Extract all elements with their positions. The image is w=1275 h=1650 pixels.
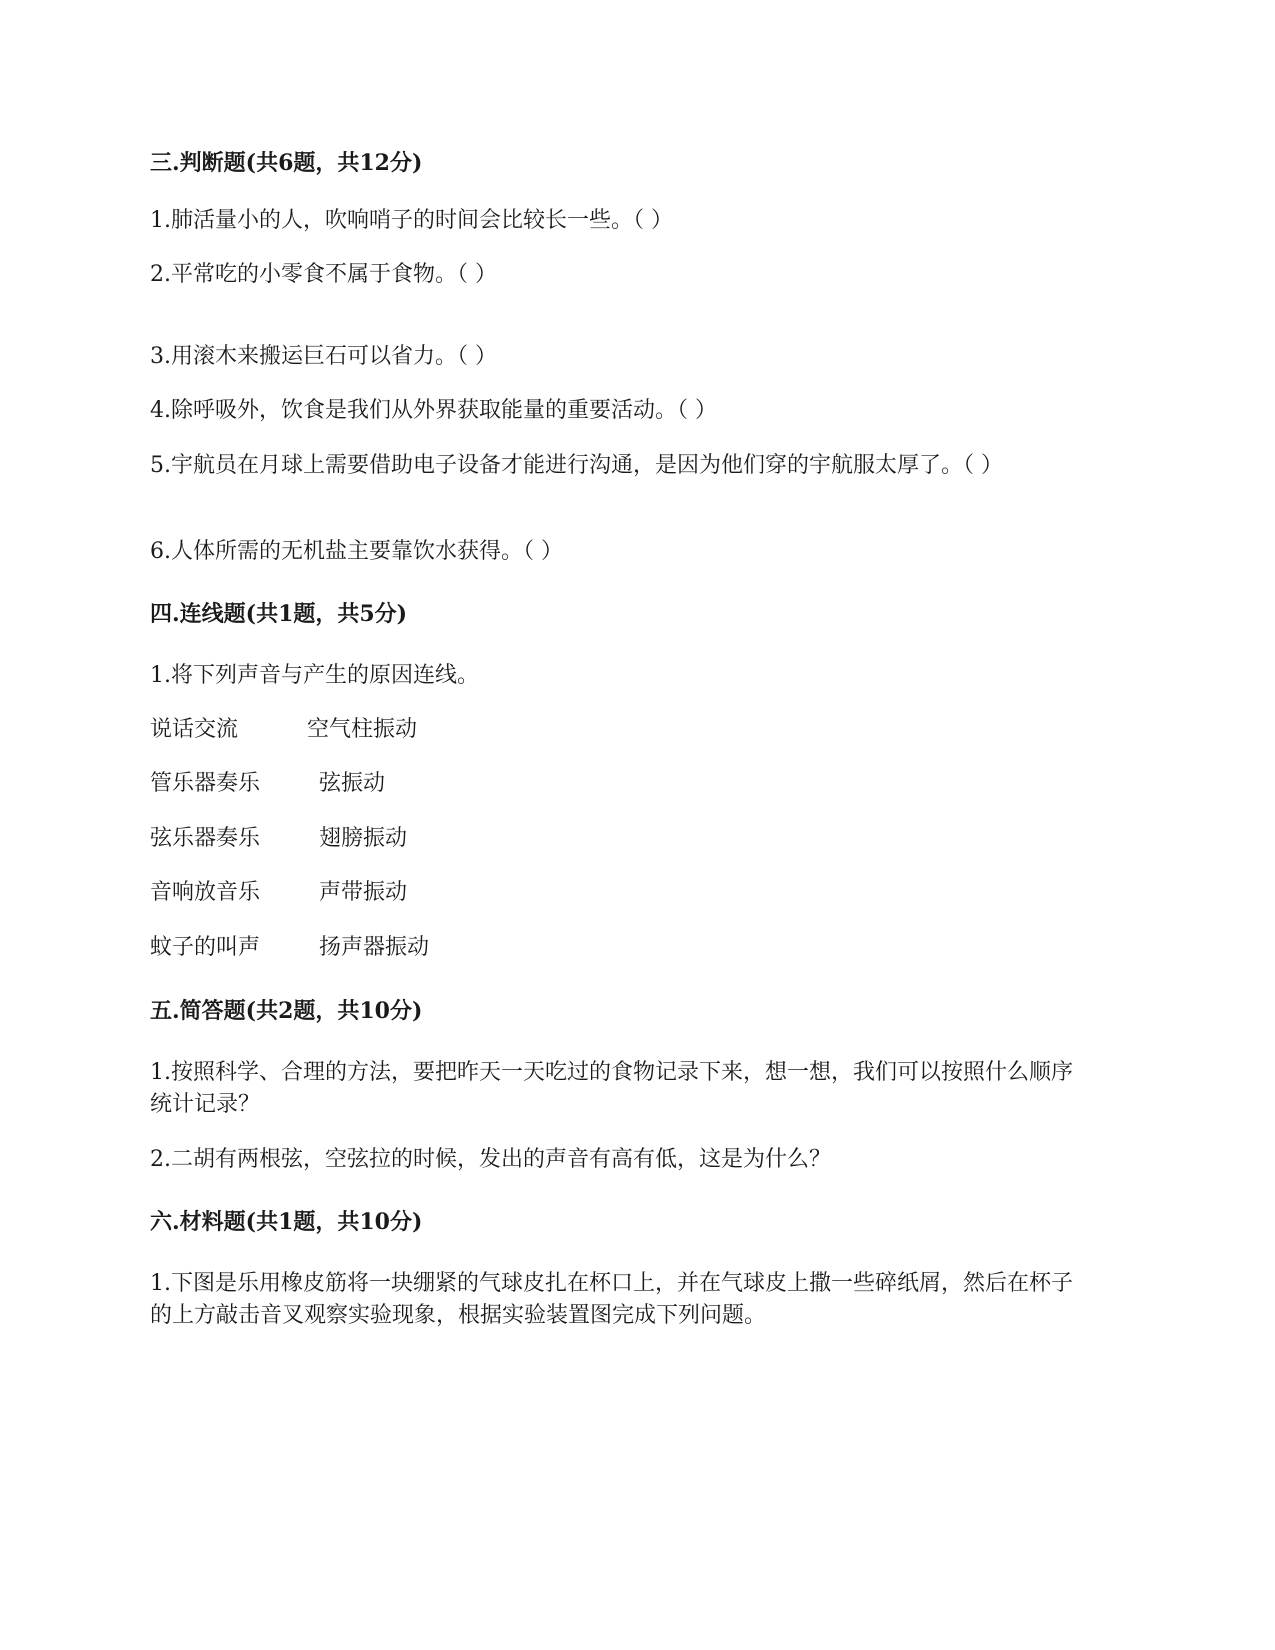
matching-question: 1.将下列声音与产生的原因连线。 <box>150 663 479 688</box>
matching-pair-2 <box>150 768 1125 800</box>
judgment-item-5: 5.宇航员在月球上需要借助电子设备才能进行沟通，是因为他们穿的宇航服太厚了。（ ） <box>150 453 1003 478</box>
matching-left-4: 音响放音乐 <box>150 880 261 905</box>
matching-right-4: 声带振动 <box>319 880 408 905</box>
section-heading-short-answer: 五.简答题(共2题，共10分) <box>150 998 423 1024</box>
matching-left-1: 说话交流 <box>150 717 239 742</box>
matching-pair-1 <box>150 714 1125 746</box>
matching-left-2: 管乐器奏乐 <box>150 771 261 796</box>
matching-pair-5 <box>150 932 1125 964</box>
matching-left-3: 弦乐器奏乐 <box>150 826 261 851</box>
matching-right-2: 弦振动 <box>319 771 386 796</box>
matching-left-5: 蚊子的叫声 <box>150 935 261 960</box>
judgment-item-6: 6.人体所需的无机盐主要靠饮水获得。（ ） <box>150 539 563 564</box>
matching-right-3: 翅膀振动 <box>319 826 408 851</box>
matching-pair-4 <box>150 877 1125 909</box>
matching-right-1: 空气柱振动 <box>307 717 418 742</box>
judgment-item-4: 4.除呼吸外，饮食是我们从外界获取能量的重要活动。（ ） <box>150 398 717 423</box>
judgment-item-2: 2.平常吃的小零食不属于食物。（ ） <box>150 262 497 287</box>
short-answer-item-2: 2.二胡有两根弦，空弦拉的时候，发出的声音有高有低，这是为什么？ <box>150 1147 831 1172</box>
short-answer-item-1: 1.按照科学、合理的方法，要把昨天一天吃过的食物记录下来，想一想，我们可以按照什么顺序统计记录？ <box>150 1060 1073 1117</box>
section-heading-judgment: 三.判断题(共6题，共12分) <box>150 150 423 176</box>
section-heading-material: 六.材料题(共1题，共10分) <box>150 1209 423 1235</box>
material-item-1: 1.下图是乐用橡皮筋将一块绷紧的气球皮扎在杯口上，并在气球皮上撒一些碎纸屑，然后在杯子的上方敲击音叉观察实验现象，根据实验装置图完成下列问题。 <box>150 1271 1073 1328</box>
section-heading-matching: 四.连线题(共1题，共5分) <box>150 601 408 627</box>
matching-pair-3 <box>150 823 1125 855</box>
judgment-item-3: 3.用滚木来搬运巨石可以省力。（ ） <box>150 344 497 369</box>
matching-right-5: 扬声器振动 <box>319 935 430 960</box>
judgment-item-1: 1.肺活量小的人，吹响哨子的时间会比较长一些。（ ） <box>150 208 673 233</box>
